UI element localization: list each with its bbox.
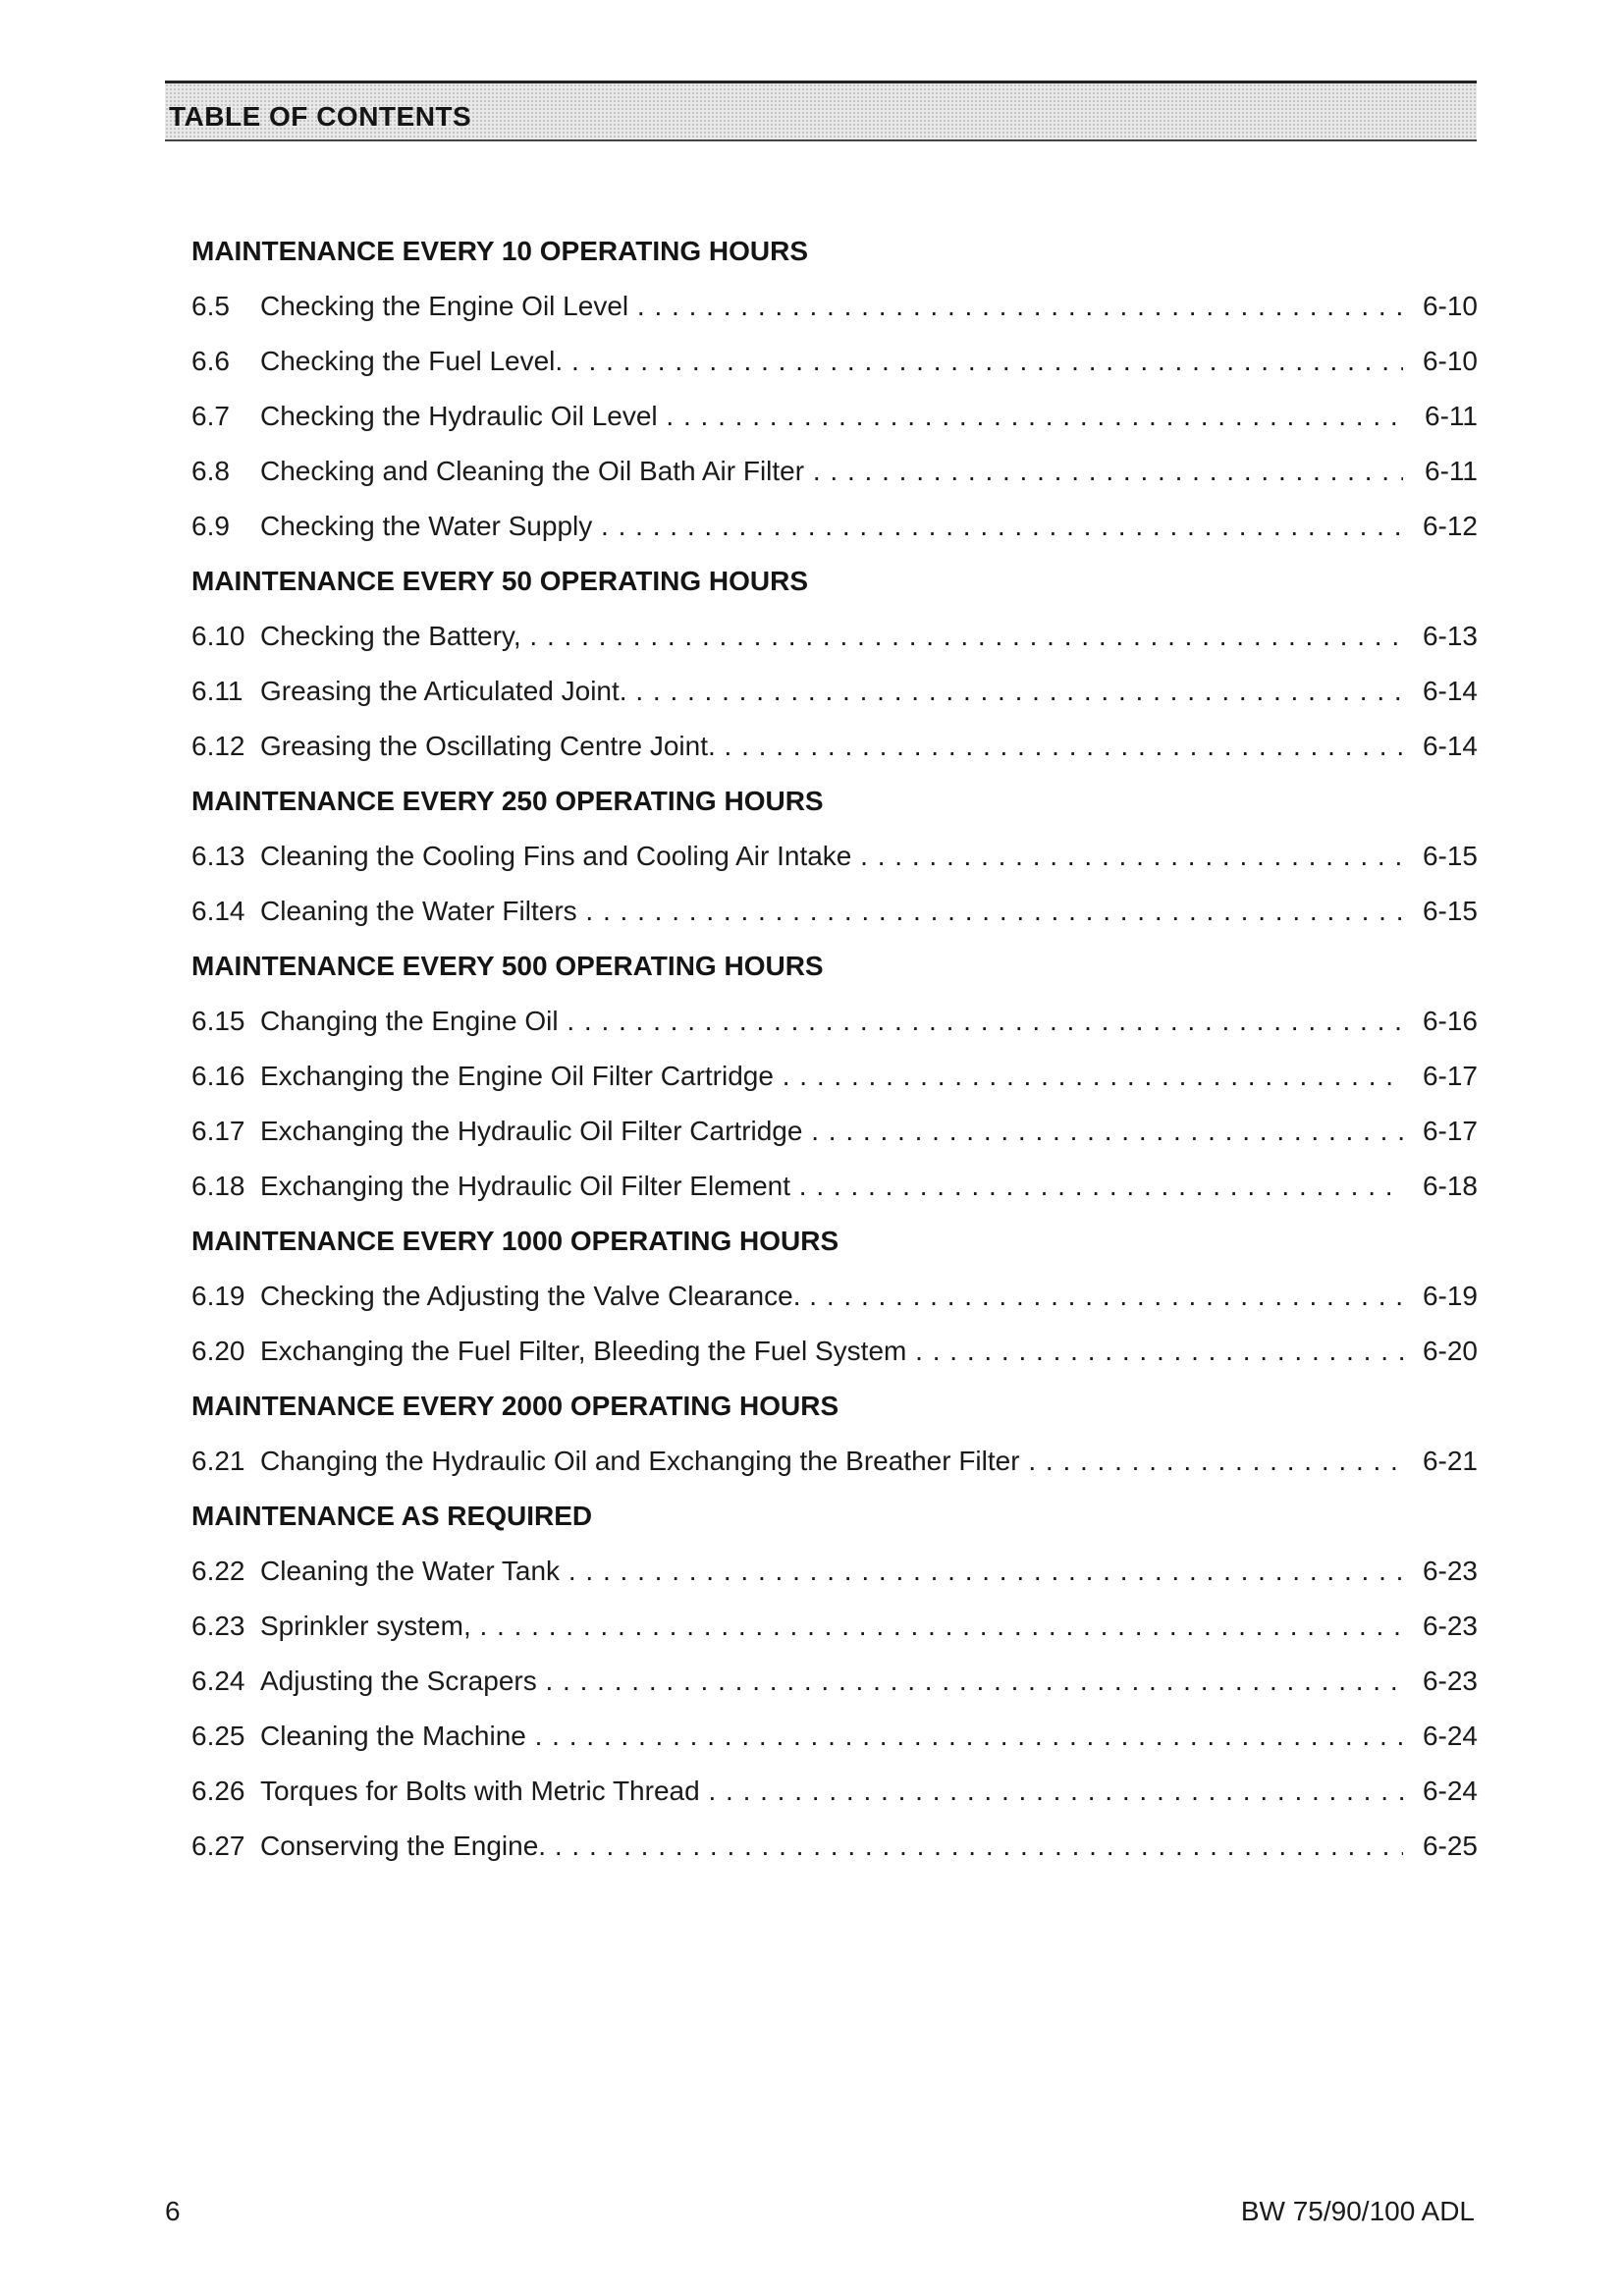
- entry-number: 6.18: [191, 1171, 245, 1201]
- toc-entry: [191, 1764, 1478, 1819]
- entry-title: Cleaning the Machine . . .: [260, 1721, 1403, 1752]
- entry-title: Conserving the Engine. . . .: [260, 1831, 1403, 1862]
- entry-page: 6-24: [1422, 1776, 1478, 1806]
- model-name: BW 75/90/100 ADL: [1240, 2196, 1475, 2226]
- entry-title: Greasing the Articulated Joint. . . .: [260, 676, 1403, 707]
- toc-entry: [191, 994, 1478, 1049]
- entry-number: 6.15: [191, 1006, 245, 1036]
- section-heading: MAINTENANCE EVERY 10 OPERATING HOURS: [191, 236, 809, 266]
- entry-page: 6-17: [1422, 1061, 1478, 1091]
- entry-title: Cleaning the Cooling Fins and Cooling Air Intake . . .: [260, 841, 1403, 872]
- section-heading: MAINTENANCE EVERY 50 OPERATING HOURS: [191, 566, 809, 596]
- entry-number: 6.14: [191, 896, 245, 926]
- entry-page: 6-23: [1422, 1666, 1478, 1696]
- entry-title: Changing the Hydraulic Oil and Exchanging the Breather Filter . . .: [260, 1446, 1403, 1477]
- entry-page: 6-15: [1422, 896, 1478, 926]
- entry-number: 6.8: [191, 456, 230, 486]
- entry-page: 6-15: [1422, 841, 1478, 871]
- entry-page: 6-10: [1422, 291, 1478, 321]
- entry-number: 6.17: [191, 1116, 245, 1146]
- toc-entry: [191, 1544, 1478, 1599]
- entry-page: 6-10: [1422, 346, 1478, 376]
- entry-title: Checking the Water Supply . . .: [260, 511, 1403, 542]
- entry-page: 6-18: [1422, 1171, 1478, 1201]
- entry-number: 6.6: [191, 346, 230, 376]
- section-heading: MAINTENANCE AS REQUIRED: [191, 1501, 593, 1531]
- entry-number: 6.10: [191, 621, 245, 651]
- toc-entry: [191, 1819, 1478, 1874]
- entry-page: 6-21: [1422, 1446, 1478, 1476]
- entry-number: 6.7: [191, 401, 230, 431]
- entry-page: 6-23: [1422, 1556, 1478, 1586]
- toc-entry: [191, 829, 1478, 884]
- entry-page: 6-20: [1422, 1336, 1478, 1366]
- section-heading: MAINTENANCE EVERY 250 OPERATING HOURS: [191, 786, 824, 816]
- entry-title: Checking the Battery, . . .: [260, 621, 1403, 652]
- entry-page: 6-19: [1422, 1281, 1478, 1311]
- entry-page: 6-13: [1422, 621, 1478, 651]
- entry-page: 6-24: [1422, 1721, 1478, 1751]
- entry-page: 6-12: [1422, 511, 1478, 541]
- toc-entry: [191, 1324, 1478, 1379]
- entry-page: 6-17: [1422, 1116, 1478, 1146]
- page-header: [165, 81, 1477, 141]
- entry-page: 6-25: [1422, 1831, 1478, 1861]
- entry-title: Checking and Cleaning the Oil Bath Air Filter . . .: [260, 456, 1403, 487]
- entry-number: 6.22: [191, 1556, 245, 1586]
- page-title: TABLE OF CONTENTS: [169, 101, 472, 132]
- entry-title: Checking the Adjusting the Valve Clearance. . . .: [260, 1281, 1403, 1312]
- entry-page: 6-11: [1425, 456, 1478, 486]
- section-heading: MAINTENANCE EVERY 2000 OPERATING HOURS: [191, 1391, 839, 1421]
- toc-entry: [191, 664, 1478, 719]
- entry-number: 6.13: [191, 841, 245, 871]
- toc-entry: [191, 1159, 1478, 1214]
- entry-title: Checking the Fuel Level. . . .: [260, 346, 1403, 377]
- toc-entry: [191, 1654, 1478, 1709]
- entry-number: 6.23: [191, 1611, 245, 1641]
- entry-number: 6.5: [191, 291, 230, 321]
- entry-title: Exchanging the Hydraulic Oil Filter Element . . .: [260, 1171, 1403, 1202]
- entry-title: Checking the Hydraulic Oil Level . . .: [260, 401, 1403, 432]
- toc-entry: [191, 1049, 1478, 1104]
- entry-number: 6.25: [191, 1721, 245, 1751]
- entry-page: 6-11: [1425, 401, 1478, 431]
- section-heading: MAINTENANCE EVERY 1000 OPERATING HOURS: [191, 1226, 839, 1256]
- toc-entry: [191, 719, 1478, 774]
- entry-title: Adjusting the Scrapers . . .: [260, 1666, 1403, 1697]
- entry-number: 6.16: [191, 1061, 245, 1091]
- entry-title: Checking the Engine Oil Level . . .: [260, 291, 1403, 322]
- entry-number: 6.12: [191, 731, 245, 761]
- toc-entry: [191, 279, 1478, 334]
- entry-title: Sprinkler system, . . .: [260, 1611, 1403, 1642]
- toc-entry: [191, 1104, 1478, 1159]
- entry-title: Exchanging the Engine Oil Filter Cartridge . . .: [260, 1061, 1403, 1092]
- toc-entry: [191, 1599, 1478, 1654]
- page-number: 6: [165, 2196, 181, 2226]
- entry-number: 6.27: [191, 1831, 245, 1861]
- entry-number: 6.24: [191, 1666, 245, 1696]
- entry-page: 6-23: [1422, 1611, 1478, 1641]
- entry-page: 6-16: [1422, 1006, 1478, 1036]
- entry-title: Torques for Bolts with Metric Thread . . .: [260, 1776, 1403, 1807]
- entry-title: Cleaning the Water Filters . . .: [260, 896, 1403, 927]
- entry-number: 6.9: [191, 511, 230, 541]
- toc-entry: [191, 389, 1478, 444]
- entry-number: 6.11: [191, 676, 243, 706]
- toc-entry: [191, 334, 1478, 389]
- entry-title: Greasing the Oscillating Centre Joint. . . .: [260, 731, 1403, 762]
- toc-entry: [191, 444, 1478, 499]
- toc-entry: [191, 499, 1478, 554]
- entry-title: Changing the Engine Oil . . .: [260, 1006, 1403, 1037]
- entry-title: Cleaning the Water Tank . . .: [260, 1556, 1403, 1587]
- entry-number: 6.26: [191, 1776, 245, 1806]
- entry-title: Exchanging the Hydraulic Oil Filter Cartridge . . .: [260, 1116, 1403, 1147]
- entry-number: 6.19: [191, 1281, 245, 1311]
- toc-entry: [191, 884, 1478, 939]
- toc-entry: [191, 1434, 1478, 1489]
- entry-number: 6.20: [191, 1336, 245, 1366]
- entry-number: 6.21: [191, 1446, 245, 1476]
- entry-title: Exchanging the Fuel Filter, Bleeding the Fuel System . . .: [260, 1336, 1403, 1367]
- toc-entry: [191, 609, 1478, 664]
- toc-entry: [191, 1709, 1478, 1764]
- section-heading: MAINTENANCE EVERY 500 OPERATING HOURS: [191, 951, 824, 981]
- entry-page: 6-14: [1422, 676, 1478, 706]
- table-of-contents: [191, 224, 1478, 1874]
- entry-page: 6-14: [1422, 731, 1478, 761]
- toc-entry: [191, 1269, 1478, 1324]
